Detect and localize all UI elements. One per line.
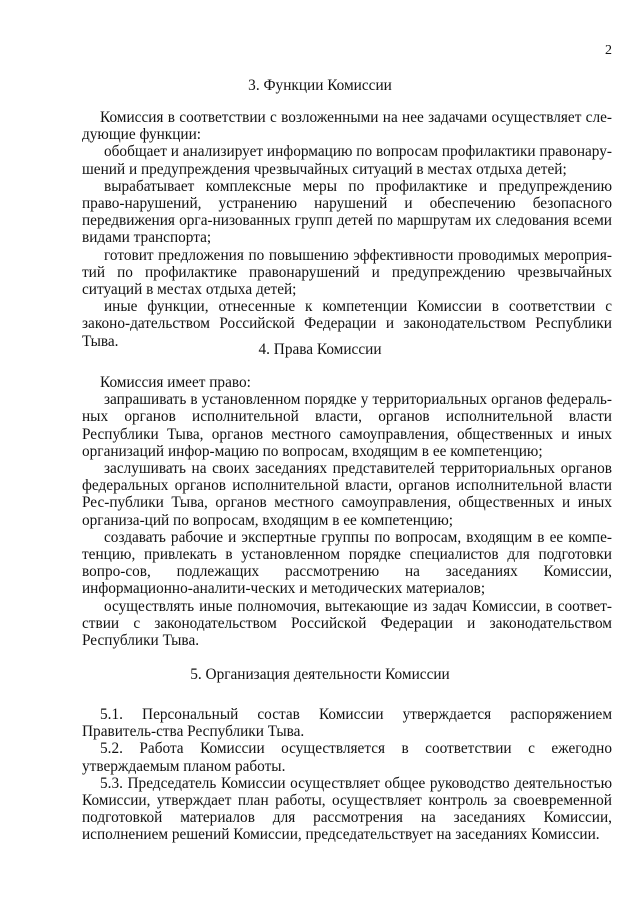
- section-4-body: [82, 374, 612, 649]
- section-4-paragraph: заслушивать на своих заседаниях представителей территориальных органов федеральных органов исполнительной власти, органов исполнительной власти Рес-публики Тыва, органов местного самоуправления, общественных и иных организа-ций по вопросам, входящим в ее компетенцию;: [82, 460, 612, 529]
- section-3-paragraph: готовит предложения по повышению эффективности проводимых мероприя-тий по профилактике правонарушений и предупреждению чрезвычайных ситуаций в местах отдыха детей;: [82, 246, 612, 299]
- section-3-paragraph: обобщает и анализирует информацию по вопросам профилактики правонару-шений и предупреждения чрезвычайных ситуаций в местах отдыха детей;: [82, 143, 612, 178]
- section-5-paragraph: 5.3. Председатель Комиссии осуществляет общее руководство деятельностью Комиссии, утверждает план работы, осуществляет контроль за своевременной подготовкой материалов для рассмотрения на заседаниях Комиссии, исполнением решений Комиссии, председательствует на заседаниях Комиссии.: [82, 774, 612, 844]
- section-5-paragraph: утверждаемым планом работы.: [82, 757, 286, 775]
- section-3-paragraph: Комиссия в соответствии с возложенными на нее задачами осуществляет сле-дующие функции:: [82, 109, 612, 144]
- section-4-paragraph: запрашивать в установленном порядке у территориальных органов федераль-ных органов исполнительной власти, органов исполнительной власти Республики Тыва, органов местного самоуправления, общественных и иных организаций инфор-мацию по вопросам, входящим в ее компетенцию;: [82, 391, 612, 460]
- section-4-paragraph: осуществлять иные полномочия, вытекающие из задач Комиссии, в соответ-ствии с законодательством Российской Федерации и законодательством Республики Тыва.: [82, 597, 612, 650]
- section-5-body: [82, 706, 612, 844]
- section-3-paragraph: вырабатывает комплексные меры по профилактике и предупреждению право-нарушений, устранению нарушений и обеспечению безопасного передвижения орга-низованных групп детей по маршрутам их следования всеми видами транспорта;: [82, 177, 612, 247]
- section-4-paragraph: Комиссия имеет право:: [100, 374, 251, 391]
- section-4-paragraph: создавать рабочие и экспертные группы по вопросам, входящим в ее компе-тенцию, привлекать в установленном порядке специалистов для подготовки вопро-сов, подлежащих рассмотрению на заседаниях Комиссии, информационно-аналити-ческих и методических материалов;: [82, 528, 612, 598]
- section-3-title: 3. Функции Комиссии: [248, 77, 392, 94]
- section-5-paragraph: 5.1. Персональный состав Комиссии утверждается распоряжением Правитель-ства Республики Тыва.: [82, 706, 612, 741]
- section-5-paragraph: 5.2. Работа Комиссии осуществляется в соответствии с ежегодно: [100, 740, 612, 758]
- section-3-body: [82, 109, 612, 350]
- section-5-title: 5. Организация деятельности Комиссии: [190, 666, 450, 683]
- section-3-paragraph: иные функции, отнесенные к компетенции Комиссии в соответствии с законо-дательством Российской Федерации и законодательством Республики Тыва.: [82, 298, 612, 350]
- section-4-title: 4. Права Комиссии: [258, 341, 382, 358]
- page-number: 2: [605, 43, 612, 58]
